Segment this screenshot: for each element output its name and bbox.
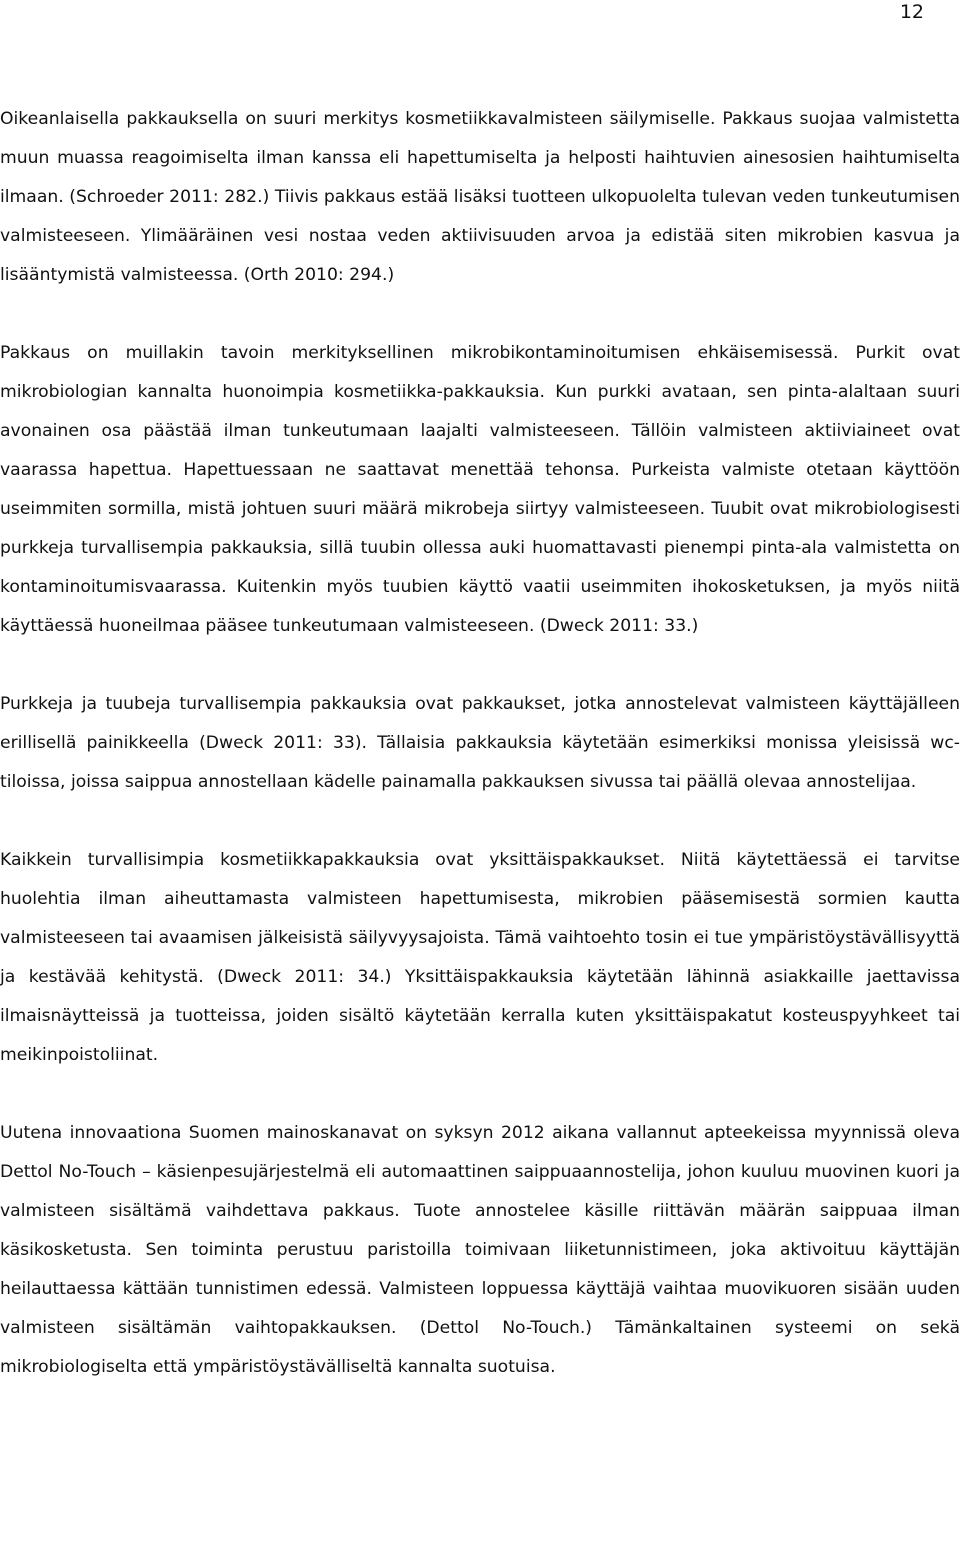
- paragraph-microbial-contamination: Pakkaus on muillakin tavoin merkityksellinen mikrobikontaminoitumisen ehkäisemisessä. Purkit ovat mikrobiologian kannalta huonoimpia kosmetiikka-pakkauksia. Kun purkki avataan, sen pinta-alaltaan suuri avonainen osa päästää ilman tunkeutumaan laajalti valmisteeseen. Tällöin valmisteen aktiiviaineet ovat vaarassa hapettua. Hapettuessaan ne saattavat menettää tehonsa. Purkeista valmiste otetaan käyttöön useimmiten sormilla, mistä johtuen suuri määrä mikrobeja siirtyy valmisteeseen. Tuubit ovat mikrobiologisesti purkkeja turvallisempia pakkauksia, sillä tuubin ollessa auki huomattavasti pienempi pinta-ala valmistetta on kontaminoitumisvaarassa. Kuitenkin myös tuubien käyttö vaatii useimmiten ihokosketuksen, ja myös niitä käyttäessä huoneilmaa pääsee tunkeutumaan valmisteeseen. (Dweck 2011: 33.): [0, 343, 960, 636]
- page-number: 12: [899, 1, 924, 23]
- document-body: [0, 100, 960, 1387]
- paragraph-dispenser-packaging: Purkkeja ja tuubeja turvallisempia pakkauksia ovat pakkaukset, jotka annostelevat valmisteen käyttäjälleen erillisellä painikkeella (Dweck 2011: 33). Tällaisia pakkauksia käytetään esimerkiksi monissa yleisissä wc-tiloissa, joissa saippua annostellaan kädelle painamalla pakkauksen sivussa tai päällä olevaa annostelijaa.: [0, 694, 960, 792]
- paragraph-dettol-no-touch: Uutena innovaationa Suomen mainoskanavat on syksyn 2012 aikana vallannut apteekeissa myynnissä oleva Dettol No-Touch – käsienpesujärjestelmä eli automaattinen saippuaannostelija, johon kuuluu muovinen kuori ja valmisteen sisältämä vaihdettava pakkaus. Tuote annostelee käsille riittävän määrän saippuaa ilman käsikosketusta. Sen toiminta perustuu paristoilla toimivaan liiketunnistimeen, joka aktivoituu käyttäjän heilauttaessa kättään tunnistimen edessä. Valmisteen loppuessa käyttäjä vaihtaa muovikuoren sisään uuden valmisteen sisältämän vaihtopakkauksen. (Dettol No-Touch.) Tämänkaltainen systeemi on sekä mikrobiologiselta että ympäristöystävälliseltä kannalta suotuisa.: [0, 1123, 960, 1377]
- paragraph-single-use-packaging: Kaikkein turvallisimpia kosmetiikkapakkauksia ovat yksittäispakkaukset. Niitä käytettäessä ei tarvitse huolehtia ilman aiheuttamasta valmisteen hapettumisesta, mikrobien pääsemisestä sormien kautta valmisteeseen tai avaamisen jälkeisistä säilyvyysajoista. Tämä vaihtoehto tosin ei tue ympäristöystävällisyyttä ja kestävää kehitystä. (Dweck 2011: 34.) Yksittäispakkauksia käytetään lähinnä asiakkaille jaettavissa ilmaisnäytteissä ja tuotteissa, joiden sisältö käytetään kerralla kuten yksittäispakatut kosteuspyyhkeet tai meikinpoistoliinat.: [0, 850, 960, 1065]
- paragraph-packaging-importance: Oikeanlaisella pakkauksella on suuri merkitys kosmetiikkavalmisteen säilymiselle. Pakkaus suojaa valmistetta muun muassa reagoimiselta ilman kanssa eli hapettumiselta ja helposti haihtuvien ainesosien haihtumiselta ilmaan. (Schroeder 2011: 282.) Tiivis pakkaus estää lisäksi tuotteen ulkopuolelta tulevan veden tunkeutumisen valmisteeseen. Ylimääräinen vesi nostaa veden aktiivisuuden arvoa ja edistää siten mikrobien kasvua ja lisääntymistä valmisteessa. (Orth 2010: 294.): [0, 109, 960, 285]
